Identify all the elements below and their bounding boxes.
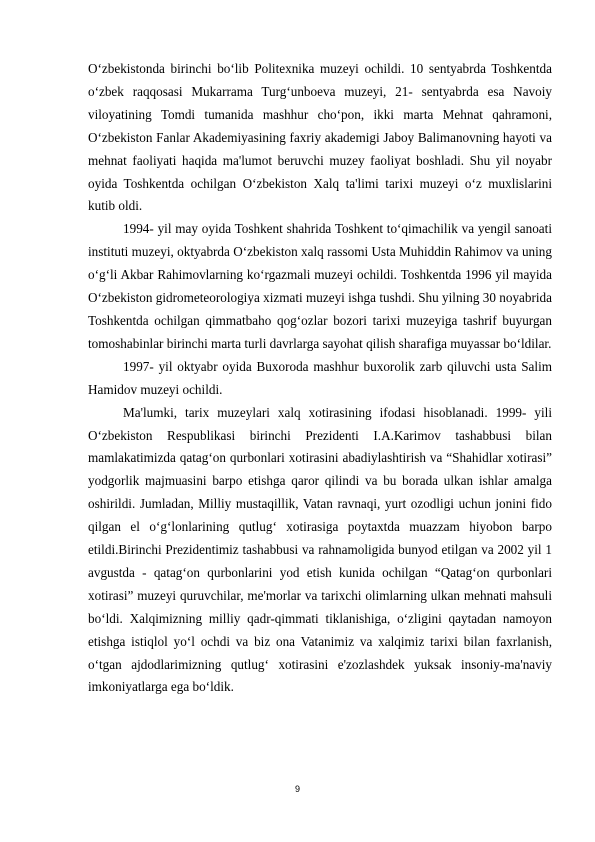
paragraph-1997-museum: 1997- yil oktyabr oyida Buxoroda mashhur buxorolik zarb qiluvchi usta Salim Hamidov muzeyi ochildi.	[88, 358, 552, 397]
paragraph-history-museums: Ma'lumki, tarix muzeylari xalq xotirasining ifodasi hisoblanadi. 1999- yili O‘zbekiston Respublikasi birinchi Prezidenti I.A.Karimov tashabbusi bilan mamlakatimizda qatag‘on qurbonlari xotirasini abadiylashtirish va “Shahidlar xotirasi” yodgorlik majmuasini barpo etishga qaror qilindi va bu borada ulkan ishlar amalga oshirildi. Jumladan, Milliy mustaqillik, Vatan ravnaqi, yurt ozodligi uchun jonini fido qilgan el o‘g‘lonlarining qutlug‘ xotirasiga poytaxtda muazzam hiyobon barpo etildi.Birinchi Prezidentimiz tashabbusi va rahnamoligida bunyod etilgan va 2002 yil 1 avgustda - qatag‘on qurbonlarini yod etish kunida ochilgan “Qatag‘on qurbonlari xotirasi” muzeyi quruvchilar, me'morlar va tarixchi olimlarning ulkan mehnati mahsuli bo‘ldi. Xalqimizning milliy qadr-qimmati tiklanishiga, o‘zligini qaytadan namoyon etishga istiqlol yo‘l ochdi va biz ona Vatanimiz va xalqimiz tarixi bilan faxrlanish, o‘tgan ajdodlarimizning qutlug‘ xotirasini e'zozlashdek yuksak insoniy-ma'naviy imkoniyatlarga ega bo‘ldik.	[88, 404, 552, 695]
page-content	[88, 58, 552, 699]
page-number: 9	[294, 784, 300, 794]
paragraph-first: O‘zbekistonda birinchi bo‘lib Politexnika muzeyi ochildi. 10 sentyabrda Toshkentda o‘zbek raqqosasi Mukarrama Turg‘unboeva muzeyi, 21- sentyabrda esa Navoiy viloyatining Tomdi tumanida mashhur cho‘pon, ikki marta Mehnat qahramoni, O‘zbekiston Fanlar Akademiyasining faxriy akademigi Jaboy Balimanovning hayoti va mehnat faoliyati haqida ma'lumot beruvchi muzey faoliyat boshladi. Shu yil noyabr oyida Toshkentda ochilgan O‘zbekiston Xalq ta'limi tarixi muzeyi o‘z muxlislarini kutib oldi.	[88, 61, 552, 214]
paragraph-1994-museums: 1994- yil may oyida Toshkent shahrida Toshkent to‘qimachilik va yengil sanoati instituti muzeyi, oktyabrda O‘zbekiston xalq rassomi Usta Muhiddin Rahimov va uning o‘g‘li Akbar Rahimovlarning ko‘rgazmali muzeyi ochildi. Toshkentda 1996 yil mayida O‘zbekiston gidrometeorologiya xizmati muzeyi ishga tushdi. Shu yilning 30 noyabrida Toshkentda ochilgan qimmatbaho qog‘ozlar bozori tarixi muzeyiga tashrif buyurgan tomoshabinlar birinchi marta turli davrlarga sayohat qilish sharafiga muyassar bo‘ldilar.	[88, 221, 552, 351]
